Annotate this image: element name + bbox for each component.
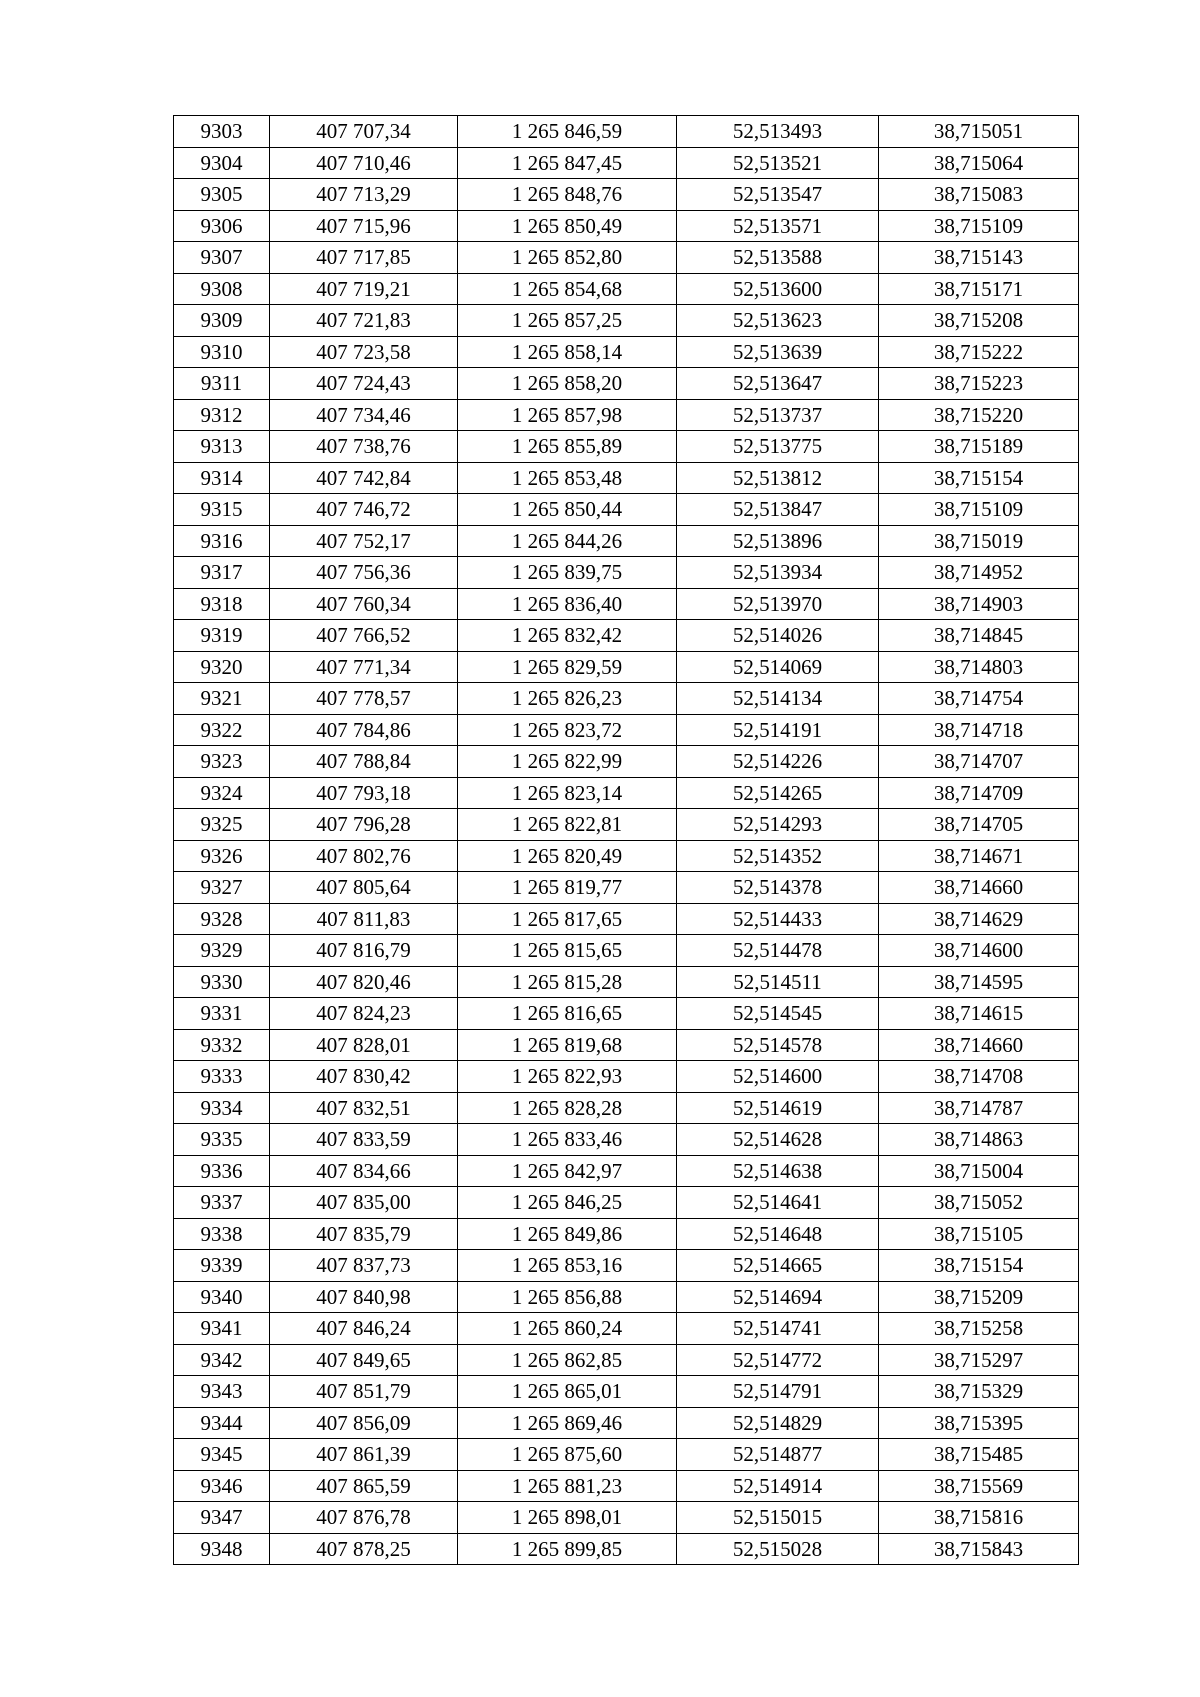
table-row — [174, 273, 1079, 305]
x-coordinate-cell: 407 723,58 — [270, 336, 458, 368]
table-row — [174, 1376, 1079, 1408]
longitude-cell: 38,715816 — [879, 1502, 1079, 1534]
latitude-cell: 52,513600 — [677, 273, 879, 305]
y-coordinate-cell: 1 265 815,65 — [458, 935, 677, 967]
latitude-cell: 52,513588 — [677, 242, 879, 274]
longitude-cell: 38,714615 — [879, 998, 1079, 1030]
longitude-cell: 38,715083 — [879, 179, 1079, 211]
longitude-cell: 38,714903 — [879, 588, 1079, 620]
x-coordinate-cell: 407 713,29 — [270, 179, 458, 211]
x-coordinate-cell: 407 724,43 — [270, 368, 458, 400]
y-coordinate-cell: 1 265 855,89 — [458, 431, 677, 463]
point-number-cell: 9348 — [174, 1533, 270, 1565]
longitude-cell: 38,715222 — [879, 336, 1079, 368]
point-number-cell: 9333 — [174, 1061, 270, 1093]
longitude-cell: 38,715154 — [879, 1250, 1079, 1282]
point-number-cell: 9324 — [174, 777, 270, 809]
longitude-cell: 38,715109 — [879, 494, 1079, 526]
latitude-cell: 52,514226 — [677, 746, 879, 778]
y-coordinate-cell: 1 265 844,26 — [458, 525, 677, 557]
latitude-cell: 52,514619 — [677, 1092, 879, 1124]
table-row — [174, 1313, 1079, 1345]
latitude-cell: 52,514069 — [677, 651, 879, 683]
table-row — [174, 1533, 1079, 1565]
latitude-cell: 52,514638 — [677, 1155, 879, 1187]
y-coordinate-cell: 1 265 819,68 — [458, 1029, 677, 1061]
longitude-cell: 38,714803 — [879, 651, 1079, 683]
x-coordinate-cell: 407 784,86 — [270, 714, 458, 746]
longitude-cell: 38,715395 — [879, 1407, 1079, 1439]
latitude-cell: 52,514378 — [677, 872, 879, 904]
x-coordinate-cell: 407 840,98 — [270, 1281, 458, 1313]
point-number-cell: 9330 — [174, 966, 270, 998]
y-coordinate-cell: 1 265 865,01 — [458, 1376, 677, 1408]
y-coordinate-cell: 1 265 849,86 — [458, 1218, 677, 1250]
point-number-cell: 9304 — [174, 147, 270, 179]
latitude-cell: 52,514293 — [677, 809, 879, 841]
latitude-cell: 52,513812 — [677, 462, 879, 494]
point-number-cell: 9347 — [174, 1502, 270, 1534]
longitude-cell: 38,715189 — [879, 431, 1079, 463]
y-coordinate-cell: 1 265 899,85 — [458, 1533, 677, 1565]
x-coordinate-cell: 407 760,34 — [270, 588, 458, 620]
y-coordinate-cell: 1 265 836,40 — [458, 588, 677, 620]
x-coordinate-cell: 407 820,46 — [270, 966, 458, 998]
latitude-cell: 52,513896 — [677, 525, 879, 557]
latitude-cell: 52,513847 — [677, 494, 879, 526]
table-row — [174, 1281, 1079, 1313]
point-number-cell: 9309 — [174, 305, 270, 337]
point-number-cell: 9341 — [174, 1313, 270, 1345]
table-row — [174, 903, 1079, 935]
y-coordinate-cell: 1 265 822,99 — [458, 746, 677, 778]
point-number-cell: 9332 — [174, 1029, 270, 1061]
latitude-cell: 52,514478 — [677, 935, 879, 967]
longitude-cell: 38,714600 — [879, 935, 1079, 967]
latitude-cell: 52,514877 — [677, 1439, 879, 1471]
x-coordinate-cell: 407 811,83 — [270, 903, 458, 935]
longitude-cell: 38,715209 — [879, 1281, 1079, 1313]
point-number-cell: 9306 — [174, 210, 270, 242]
point-number-cell: 9310 — [174, 336, 270, 368]
x-coordinate-cell: 407 710,46 — [270, 147, 458, 179]
longitude-cell: 38,714709 — [879, 777, 1079, 809]
x-coordinate-cell: 407 835,79 — [270, 1218, 458, 1250]
longitude-cell: 38,715064 — [879, 147, 1079, 179]
table-row — [174, 746, 1079, 778]
table-row — [174, 651, 1079, 683]
table-row — [174, 557, 1079, 589]
x-coordinate-cell: 407 861,39 — [270, 1439, 458, 1471]
x-coordinate-cell: 407 734,46 — [270, 399, 458, 431]
longitude-cell: 38,714660 — [879, 1029, 1079, 1061]
table-row — [174, 714, 1079, 746]
longitude-cell: 38,715329 — [879, 1376, 1079, 1408]
point-number-cell: 9316 — [174, 525, 270, 557]
latitude-cell: 52,513521 — [677, 147, 879, 179]
latitude-cell: 52,514578 — [677, 1029, 879, 1061]
latitude-cell: 52,514545 — [677, 998, 879, 1030]
latitude-cell: 52,513639 — [677, 336, 879, 368]
y-coordinate-cell: 1 265 833,46 — [458, 1124, 677, 1156]
x-coordinate-cell: 407 824,23 — [270, 998, 458, 1030]
longitude-cell: 38,714952 — [879, 557, 1079, 589]
latitude-cell: 52,514914 — [677, 1470, 879, 1502]
y-coordinate-cell: 1 265 858,20 — [458, 368, 677, 400]
y-coordinate-cell: 1 265 815,28 — [458, 966, 677, 998]
table-row — [174, 210, 1079, 242]
longitude-cell: 38,714787 — [879, 1092, 1079, 1124]
longitude-cell: 38,714707 — [879, 746, 1079, 778]
latitude-cell: 52,513623 — [677, 305, 879, 337]
x-coordinate-cell: 407 719,21 — [270, 273, 458, 305]
latitude-cell: 52,514628 — [677, 1124, 879, 1156]
latitude-cell: 52,514026 — [677, 620, 879, 652]
x-coordinate-cell: 407 721,83 — [270, 305, 458, 337]
longitude-cell: 38,715004 — [879, 1155, 1079, 1187]
y-coordinate-cell: 1 265 823,14 — [458, 777, 677, 809]
table-row — [174, 147, 1079, 179]
table-row — [174, 620, 1079, 652]
point-number-cell: 9311 — [174, 368, 270, 400]
x-coordinate-cell: 407 835,00 — [270, 1187, 458, 1219]
table-row — [174, 809, 1079, 841]
longitude-cell: 38,715569 — [879, 1470, 1079, 1502]
table-row — [174, 1061, 1079, 1093]
y-coordinate-cell: 1 265 875,60 — [458, 1439, 677, 1471]
y-coordinate-cell: 1 265 819,77 — [458, 872, 677, 904]
point-number-cell: 9327 — [174, 872, 270, 904]
y-coordinate-cell: 1 265 898,01 — [458, 1502, 677, 1534]
longitude-cell: 38,715154 — [879, 462, 1079, 494]
x-coordinate-cell: 407 876,78 — [270, 1502, 458, 1534]
table-row — [174, 179, 1079, 211]
longitude-cell: 38,714671 — [879, 840, 1079, 872]
x-coordinate-cell: 407 746,72 — [270, 494, 458, 526]
point-number-cell: 9312 — [174, 399, 270, 431]
latitude-cell: 52,513970 — [677, 588, 879, 620]
longitude-cell: 38,714660 — [879, 872, 1079, 904]
longitude-cell: 38,715485 — [879, 1439, 1079, 1471]
y-coordinate-cell: 1 265 822,93 — [458, 1061, 677, 1093]
x-coordinate-cell: 407 802,76 — [270, 840, 458, 872]
y-coordinate-cell: 1 265 858,14 — [458, 336, 677, 368]
x-coordinate-cell: 407 778,57 — [270, 683, 458, 715]
point-number-cell: 9326 — [174, 840, 270, 872]
table-row — [174, 431, 1079, 463]
point-number-cell: 9318 — [174, 588, 270, 620]
point-number-cell: 9323 — [174, 746, 270, 778]
point-number-cell: 9343 — [174, 1376, 270, 1408]
latitude-cell: 52,515028 — [677, 1533, 879, 1565]
x-coordinate-cell: 407 851,79 — [270, 1376, 458, 1408]
point-number-cell: 9317 — [174, 557, 270, 589]
point-number-cell: 9339 — [174, 1250, 270, 1282]
latitude-cell: 52,514741 — [677, 1313, 879, 1345]
y-coordinate-cell: 1 265 857,98 — [458, 399, 677, 431]
x-coordinate-cell: 407 796,28 — [270, 809, 458, 841]
table-row — [174, 242, 1079, 274]
y-coordinate-cell: 1 265 848,76 — [458, 179, 677, 211]
table-row — [174, 1155, 1079, 1187]
table-row — [174, 1439, 1079, 1471]
point-number-cell: 9305 — [174, 179, 270, 211]
y-coordinate-cell: 1 265 846,59 — [458, 116, 677, 148]
y-coordinate-cell: 1 265 822,81 — [458, 809, 677, 841]
y-coordinate-cell: 1 265 850,49 — [458, 210, 677, 242]
y-coordinate-cell: 1 265 823,72 — [458, 714, 677, 746]
longitude-cell: 38,715843 — [879, 1533, 1079, 1565]
table-row — [174, 683, 1079, 715]
point-number-cell: 9314 — [174, 462, 270, 494]
point-number-cell: 9342 — [174, 1344, 270, 1376]
table-row — [174, 1187, 1079, 1219]
x-coordinate-cell: 407 771,34 — [270, 651, 458, 683]
longitude-cell: 38,714708 — [879, 1061, 1079, 1093]
y-coordinate-cell: 1 265 816,65 — [458, 998, 677, 1030]
longitude-cell: 38,714705 — [879, 809, 1079, 841]
y-coordinate-cell: 1 265 817,65 — [458, 903, 677, 935]
x-coordinate-cell: 407 846,24 — [270, 1313, 458, 1345]
table-row — [174, 116, 1079, 148]
point-number-cell: 9329 — [174, 935, 270, 967]
point-number-cell: 9334 — [174, 1092, 270, 1124]
point-number-cell: 9313 — [174, 431, 270, 463]
table-row — [174, 525, 1079, 557]
x-coordinate-cell: 407 830,42 — [270, 1061, 458, 1093]
x-coordinate-cell: 407 752,17 — [270, 525, 458, 557]
longitude-cell: 38,714754 — [879, 683, 1079, 715]
latitude-cell: 52,513775 — [677, 431, 879, 463]
table-row — [174, 1502, 1079, 1534]
latitude-cell: 52,514134 — [677, 683, 879, 715]
longitude-cell: 38,714629 — [879, 903, 1079, 935]
x-coordinate-cell: 407 832,51 — [270, 1092, 458, 1124]
x-coordinate-cell: 407 738,76 — [270, 431, 458, 463]
x-coordinate-cell: 407 878,25 — [270, 1533, 458, 1565]
y-coordinate-cell: 1 265 850,44 — [458, 494, 677, 526]
table-row — [174, 1029, 1079, 1061]
latitude-cell: 52,514641 — [677, 1187, 879, 1219]
point-number-cell: 9337 — [174, 1187, 270, 1219]
table-row — [174, 462, 1079, 494]
x-coordinate-cell: 407 849,65 — [270, 1344, 458, 1376]
latitude-cell: 52,513571 — [677, 210, 879, 242]
latitude-cell: 52,514265 — [677, 777, 879, 809]
x-coordinate-cell: 407 717,85 — [270, 242, 458, 274]
x-coordinate-cell: 407 805,64 — [270, 872, 458, 904]
longitude-cell: 38,715105 — [879, 1218, 1079, 1250]
latitude-cell: 52,514600 — [677, 1061, 879, 1093]
x-coordinate-cell: 407 766,52 — [270, 620, 458, 652]
point-number-cell: 9320 — [174, 651, 270, 683]
x-coordinate-cell: 407 865,59 — [270, 1470, 458, 1502]
x-coordinate-cell: 407 834,66 — [270, 1155, 458, 1187]
latitude-cell: 52,514829 — [677, 1407, 879, 1439]
table-row — [174, 1092, 1079, 1124]
table-row — [174, 336, 1079, 368]
y-coordinate-cell: 1 265 881,23 — [458, 1470, 677, 1502]
table-row — [174, 1407, 1079, 1439]
latitude-cell: 52,513547 — [677, 179, 879, 211]
longitude-cell: 38,715051 — [879, 116, 1079, 148]
y-coordinate-cell: 1 265 869,46 — [458, 1407, 677, 1439]
coordinates-table-body — [174, 116, 1079, 1565]
table-row — [174, 998, 1079, 1030]
table-row — [174, 1250, 1079, 1282]
x-coordinate-cell: 407 828,01 — [270, 1029, 458, 1061]
y-coordinate-cell: 1 265 857,25 — [458, 305, 677, 337]
latitude-cell: 52,513493 — [677, 116, 879, 148]
y-coordinate-cell: 1 265 862,85 — [458, 1344, 677, 1376]
point-number-cell: 9325 — [174, 809, 270, 841]
table-row — [174, 1344, 1079, 1376]
latitude-cell: 52,513647 — [677, 368, 879, 400]
point-number-cell: 9322 — [174, 714, 270, 746]
y-coordinate-cell: 1 265 860,24 — [458, 1313, 677, 1345]
longitude-cell: 38,714718 — [879, 714, 1079, 746]
latitude-cell: 52,514791 — [677, 1376, 879, 1408]
y-coordinate-cell: 1 265 854,68 — [458, 273, 677, 305]
x-coordinate-cell: 407 707,34 — [270, 116, 458, 148]
longitude-cell: 38,715220 — [879, 399, 1079, 431]
x-coordinate-cell: 407 856,09 — [270, 1407, 458, 1439]
x-coordinate-cell: 407 742,84 — [270, 462, 458, 494]
point-number-cell: 9319 — [174, 620, 270, 652]
point-number-cell: 9331 — [174, 998, 270, 1030]
longitude-cell: 38,715052 — [879, 1187, 1079, 1219]
table-row — [174, 840, 1079, 872]
table-row — [174, 1218, 1079, 1250]
longitude-cell: 38,715297 — [879, 1344, 1079, 1376]
x-coordinate-cell: 407 816,79 — [270, 935, 458, 967]
x-coordinate-cell: 407 715,96 — [270, 210, 458, 242]
point-number-cell: 9315 — [174, 494, 270, 526]
longitude-cell: 38,714863 — [879, 1124, 1079, 1156]
y-coordinate-cell: 1 265 853,48 — [458, 462, 677, 494]
table-row — [174, 368, 1079, 400]
point-number-cell: 9344 — [174, 1407, 270, 1439]
latitude-cell: 52,514191 — [677, 714, 879, 746]
x-coordinate-cell: 407 793,18 — [270, 777, 458, 809]
coordinates-table — [173, 115, 1079, 1565]
point-number-cell: 9321 — [174, 683, 270, 715]
y-coordinate-cell: 1 265 853,16 — [458, 1250, 677, 1282]
longitude-cell: 38,714595 — [879, 966, 1079, 998]
longitude-cell: 38,715143 — [879, 242, 1079, 274]
table-row — [174, 935, 1079, 967]
y-coordinate-cell: 1 265 820,49 — [458, 840, 677, 872]
point-number-cell: 9345 — [174, 1439, 270, 1471]
x-coordinate-cell: 407 837,73 — [270, 1250, 458, 1282]
y-coordinate-cell: 1 265 856,88 — [458, 1281, 677, 1313]
table-row — [174, 305, 1079, 337]
longitude-cell: 38,715019 — [879, 525, 1079, 557]
point-number-cell: 9307 — [174, 242, 270, 274]
point-number-cell: 9328 — [174, 903, 270, 935]
latitude-cell: 52,514694 — [677, 1281, 879, 1313]
longitude-cell: 38,715223 — [879, 368, 1079, 400]
latitude-cell: 52,514648 — [677, 1218, 879, 1250]
point-number-cell: 9338 — [174, 1218, 270, 1250]
latitude-cell: 52,515015 — [677, 1502, 879, 1534]
point-number-cell: 9336 — [174, 1155, 270, 1187]
longitude-cell: 38,714845 — [879, 620, 1079, 652]
table-row — [174, 1124, 1079, 1156]
y-coordinate-cell: 1 265 839,75 — [458, 557, 677, 589]
y-coordinate-cell: 1 265 842,97 — [458, 1155, 677, 1187]
longitude-cell: 38,715171 — [879, 273, 1079, 305]
longitude-cell: 38,715258 — [879, 1313, 1079, 1345]
x-coordinate-cell: 407 788,84 — [270, 746, 458, 778]
point-number-cell: 9308 — [174, 273, 270, 305]
point-number-cell: 9303 — [174, 116, 270, 148]
table-row — [174, 777, 1079, 809]
y-coordinate-cell: 1 265 846,25 — [458, 1187, 677, 1219]
latitude-cell: 52,513934 — [677, 557, 879, 589]
y-coordinate-cell: 1 265 847,45 — [458, 147, 677, 179]
y-coordinate-cell: 1 265 829,59 — [458, 651, 677, 683]
x-coordinate-cell: 407 756,36 — [270, 557, 458, 589]
table-row — [174, 494, 1079, 526]
longitude-cell: 38,715109 — [879, 210, 1079, 242]
table-row — [174, 1470, 1079, 1502]
latitude-cell: 52,514772 — [677, 1344, 879, 1376]
table-row — [174, 399, 1079, 431]
latitude-cell: 52,514433 — [677, 903, 879, 935]
x-coordinate-cell: 407 833,59 — [270, 1124, 458, 1156]
table-row — [174, 872, 1079, 904]
table-row — [174, 588, 1079, 620]
latitude-cell: 52,513737 — [677, 399, 879, 431]
point-number-cell: 9340 — [174, 1281, 270, 1313]
latitude-cell: 52,514352 — [677, 840, 879, 872]
latitude-cell: 52,514665 — [677, 1250, 879, 1282]
point-number-cell: 9346 — [174, 1470, 270, 1502]
y-coordinate-cell: 1 265 828,28 — [458, 1092, 677, 1124]
table-row — [174, 966, 1079, 998]
longitude-cell: 38,715208 — [879, 305, 1079, 337]
y-coordinate-cell: 1 265 852,80 — [458, 242, 677, 274]
y-coordinate-cell: 1 265 826,23 — [458, 683, 677, 715]
point-number-cell: 9335 — [174, 1124, 270, 1156]
latitude-cell: 52,514511 — [677, 966, 879, 998]
y-coordinate-cell: 1 265 832,42 — [458, 620, 677, 652]
